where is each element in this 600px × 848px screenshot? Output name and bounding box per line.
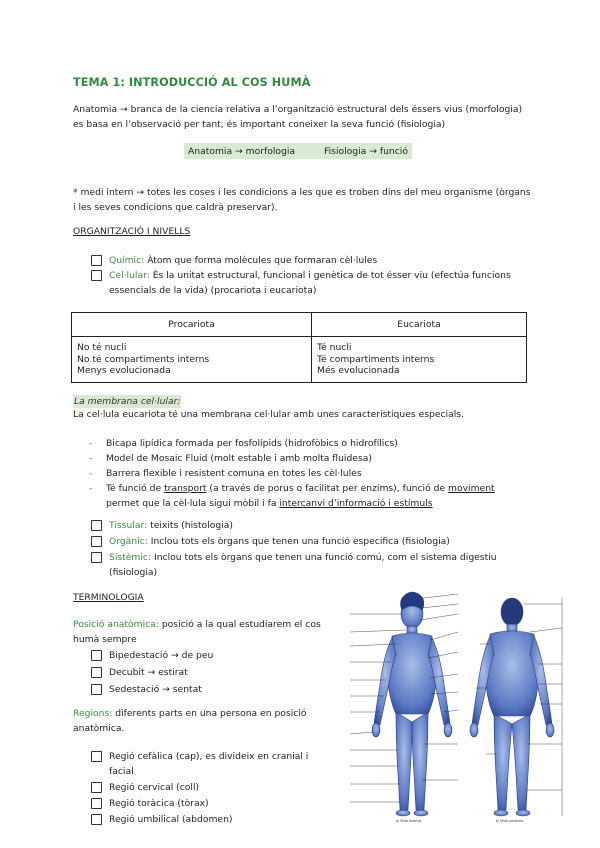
region-item-label: Regió umbilical (abdomen) (109, 814, 233, 825)
checkbox[interactable] (91, 255, 102, 266)
checkbox[interactable] (91, 798, 102, 809)
region-item-label: Regió cervical (coll) (109, 782, 200, 793)
level-text-cont: essencials de la vida) (procariota i eucariota) (109, 285, 317, 296)
list-item: - Barrera flexible i resistent comuna en totes les cèl·lules (89, 466, 495, 481)
posicio-paragraph (73, 617, 321, 647)
checkbox[interactable] (91, 782, 102, 793)
region-item (91, 812, 308, 827)
checkbox[interactable] (91, 667, 102, 678)
table-cell-line: No té nucli (77, 342, 127, 353)
table-cell-line: Més evolucionada (317, 365, 400, 376)
transport-link: transport (164, 483, 207, 494)
moviment-link: moviment (448, 483, 495, 494)
regions-term: Regions: (73, 708, 113, 719)
figure-anterior (372, 592, 452, 816)
medi-paragraph (73, 185, 531, 215)
checkbox[interactable] (91, 650, 102, 661)
table-cell-procariota (72, 337, 312, 383)
medi-line-2: i les seves condicions que caldrà preservar). (73, 202, 278, 213)
checkbox[interactable] (91, 751, 102, 762)
posicio-item-label: Sedestació → sentat (109, 684, 202, 695)
checkbox[interactable] (91, 552, 102, 563)
list-item: - Bicapa lipídica formada per fosfolípids (hidrofòbics o hidrofílics) (89, 436, 495, 451)
text: Té funció de (106, 483, 165, 494)
table-header: Procariota (72, 313, 312, 337)
figure-label-posterior: b) Vista posterior (496, 819, 524, 823)
level-text: Inclou tots els òrgans que tenen una funció especifica (fisiologia) (150, 536, 450, 547)
checkbox[interactable] (91, 536, 102, 547)
highlight-fisiologia: Fisiologia → funció (324, 146, 408, 157)
region-item-label-cont: facial (109, 766, 134, 777)
regions-text-cont: anatòmica. (73, 723, 125, 734)
posicio-text: posició a la qual estudiarem el cos (158, 619, 321, 630)
table-header: Eucariota (312, 313, 527, 337)
posicio-text-cont: humà sempre (73, 634, 137, 645)
level-item-tissular (91, 518, 497, 533)
membrana-bullets (89, 436, 495, 511)
posicio-item (91, 648, 213, 663)
posicio-item (91, 682, 213, 697)
level-text: teixits (histologia) (150, 520, 233, 531)
table-cell-eucariota (312, 337, 527, 383)
table-cell-line: Té compartiments interns (317, 353, 435, 365)
membrana-intro: La cel·lula eucariota té una membrana cel·lular amb unes caracteristiques especials. (73, 409, 464, 420)
figure-label-anterior: a) Vista anterior (396, 819, 422, 823)
level-item-quimic (91, 253, 511, 268)
region-item (91, 780, 308, 795)
section-heading-organitzacio: ORGANITZACIÓ I NIVELLS (73, 226, 191, 237)
level-term: Químic: (109, 255, 145, 266)
intro-line-1: Anatomia → branca de la ciencia relativa a l’organització estructural dels éssers vius (morfologia) (73, 104, 523, 115)
table-cell-line: No té compartiments interns (77, 353, 210, 365)
level-text: Àtom que forma molècules que formaran cèl·lules (147, 255, 378, 266)
medi-line-1: * medi intern → totes les coses i les condicions a les que es troben dins del meu organisme (òrgans (73, 187, 531, 198)
list-item-funcions (89, 481, 495, 511)
checkbox[interactable] (91, 814, 102, 825)
cell-comparison-table (71, 312, 527, 383)
checkbox[interactable] (91, 520, 102, 531)
regions-text: diferents parts en una persona en posició (112, 708, 307, 719)
intercanvi-link: intercanvi d’informació i estímuls (279, 498, 433, 509)
text: (a través de porus o facilitat per enzims), funció de (206, 483, 449, 494)
table-cell-line: Té nucli (317, 342, 352, 353)
level-text: És la unitat estructural, funcional i genètica de tot ésser viu (efectúa funcions (152, 270, 511, 281)
region-item (91, 749, 308, 779)
level-term: Tissular: (109, 520, 148, 531)
regions-paragraph (73, 706, 307, 736)
level-term: Sistèmic: (109, 552, 152, 563)
section-heading-terminologia: TERMINOLOGIA (73, 592, 144, 603)
level-term: Cel·lular: (109, 270, 150, 281)
posicio-item-label: Decubit → estirat (109, 667, 188, 678)
highlight-anatomia: Anatomia → morfologia (188, 146, 296, 157)
checkbox[interactable] (91, 684, 102, 695)
posicio-list (91, 648, 213, 697)
checkbox[interactable] (91, 270, 102, 281)
level-text: Inclou tots els òrgans que tenen una funció comú, com el sistema digestiu (154, 552, 497, 563)
anatomy-figure (340, 584, 568, 824)
intro-paragraph (73, 102, 522, 132)
regions-list (91, 749, 308, 827)
levels-bottom-list (91, 518, 497, 580)
region-item (91, 796, 308, 811)
region-item-label: Regió cefàlica (cap), es divideix en cranial i (109, 751, 309, 762)
level-item-sistemic (91, 550, 497, 580)
intro-line-2: es basa en l’observació per tant, és important coneixer la seva funció (fisiologia) (73, 119, 446, 130)
page-title: TEMA 1: INTRODUCCIÓ AL COS HUMÀ (73, 76, 311, 89)
table-cell-line: Menys evolucionada (77, 365, 171, 376)
level-item-organic (91, 534, 497, 549)
posicio-item-label: Bipedestació → de peu (109, 650, 214, 661)
level-text-cont: (fisiologia) (109, 567, 158, 578)
level-item-cellular (91, 268, 511, 298)
membrana-heading: La membrana cel·lular: (74, 396, 181, 407)
level-term: Orgànic: (109, 536, 148, 547)
text: permet que la cèl·lula sigui mòbil i fa (106, 498, 280, 509)
posicio-term: Posició anatòmica: (73, 619, 159, 630)
region-item-label: Regió toràcica (tòrax) (109, 798, 209, 809)
posicio-item (91, 665, 213, 680)
levels-top-list (91, 253, 511, 298)
list-item: - Model de Mosaic Fluid (molt estable i amb molta fluidesa) (89, 451, 495, 466)
